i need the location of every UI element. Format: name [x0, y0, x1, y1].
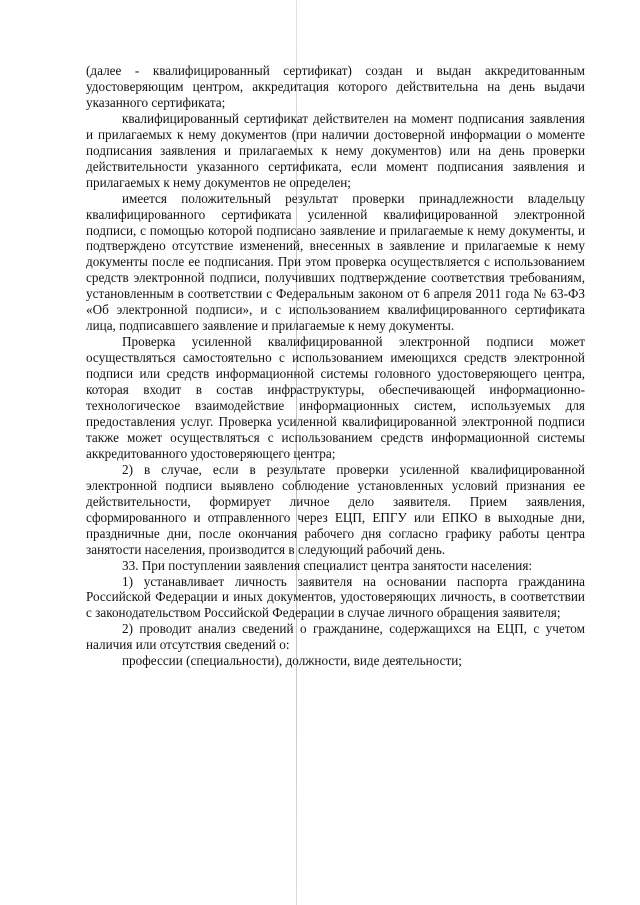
paragraph-section-33: 33. При поступлении заявления специалист центра занятости населения:	[122, 557, 533, 573]
paragraph-profession: профессии (специальности), должности, виде деятельности;	[122, 653, 462, 669]
paragraph-verification-methods: Проверка усиленной квалифицированной электронной подписи может осуществляться самостоятельно с использованием имеющихся средств электронной подписи или средств информационной системы головного удостоверяющего центра, которая входит в состав инфраструктуры, обеспечивающей информационно-технологическое взаимодействие информационных систем, используемых для предоставления услуг. Проверка усиленной квалифицированной электронной подписи также может осуществляться с использованием средств информационной системы аккредитованного удостоверяющего центра;	[86, 334, 585, 461]
document-body	[86, 63, 585, 669]
paragraph-signature-check: имеется положительный результат проверки принадлежности владельцу квалифицированного сертификата усиленной квалифицированной электронной подписи, с помощью которой подписано заявление и прилагаемые к нему документы, и подтверждено отсутствие изменений, внесенных в заявление и прилагаемые к нему документы после ее подписания. При этом проверка осуществляется с использованием средств электронной подписи, получивших подтверждение соответствия требованиям, установленным в соответствии с Федеральным законом от 6 апреля 2011 года № 63-ФЗ «Об электронной подписи», и с использованием квалифицированного сертификата лица, подписавшего заявление и прилагаемые к нему документы.	[86, 190, 585, 334]
paragraph-item-2-analysis: 2) проводит анализ сведений о гражданине, содержащихся на ЕЦП, с учетом наличия или отсутствия сведений о:	[86, 621, 585, 653]
paragraph-certificate-valid: квалифицированный сертификат действителен на момент подписания заявления и прилагаемых к нему документов (при наличии достоверной информации о моменте подписания заявления и прилагаемых к нему документов) или на день проверки действительности указанного сертификата, если момент подписания заявления и прилагаемых к нему документов не определен;	[86, 110, 585, 190]
paragraph-item-1-identity: 1) устанавливает личность заявителя на основании паспорта гражданина Российской Федерации и иных документов, удостоверяющих личность, в соответствии с законодательством Российской Федерации в случае личного обращения заявителя;	[86, 573, 585, 621]
paragraph-item-2-personal-file: 2) в случае, если в результате проверки усиленной квалифицированной электронной подписи выявлено соблюдение установленных условий признания ее действительности, формирует личное дело заявителя. Прием заявления, сформированного и отправленного через ЕЦП, ЕПГУ или ЕПКО в выходные дни, праздничные дни, после окончания рабочего дня согласно графику работы центра занятости населения, производится в следующий рабочий день.	[86, 461, 585, 557]
paragraph-certificate-issued: (далее - квалифицированный сертификат) создан и выдан аккредитованным удостоверяющим центром, аккредитация которого действительна на день выдачи указанного сертификата;	[86, 63, 585, 110]
